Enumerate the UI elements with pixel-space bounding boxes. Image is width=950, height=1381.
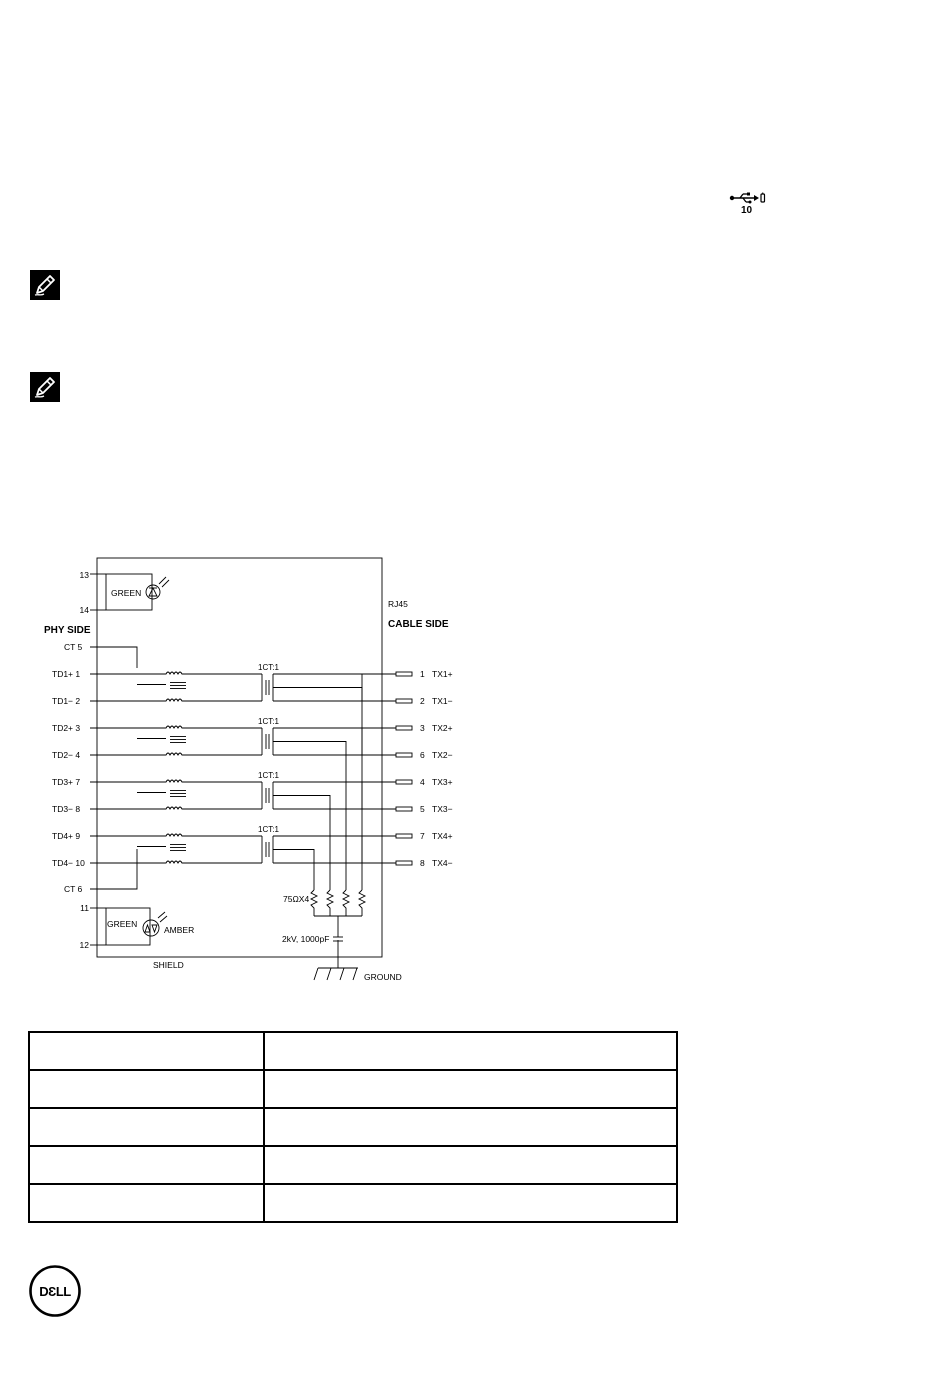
cable-pin-label: TX1− [432,696,453,706]
table-cell [264,1184,677,1222]
table-row [29,1032,677,1070]
cable-pin-number: 1 [420,669,425,679]
rj45-schematic-diagram [40,550,510,990]
led-bottom-label-right: AMBER [164,925,195,935]
transformer-ratio: 1CT:1 [258,717,279,726]
pencil-note-icon [30,270,60,300]
transformer-ratio: 1CT:1 [258,825,279,834]
table-cell [264,1070,677,1108]
cable-pin-number: 4 [420,777,425,787]
cable-pin-label: TX4− [432,858,453,868]
cable-pin-label: TX4+ [432,831,453,841]
cable-pin-label: TX3+ [432,777,453,787]
cable-pin-number: 8 [420,858,425,868]
transformer-ratio: 1CT:1 [258,663,279,672]
pencil-note-icon [30,372,60,402]
table-row [29,1146,677,1184]
led-bottom-label-left: GREEN [107,919,138,929]
cable-pin-label: TX3− [432,804,453,814]
phy-pin-label: TD4− 10 [52,858,85,868]
led-bottom-pin-a: 11 [80,903,89,913]
cable-pin-number: 6 [420,750,425,760]
table-cell [264,1146,677,1184]
shield-label: SHIELD [153,960,184,970]
table-cell [29,1070,264,1108]
capacitor-label: 2kV, 1000pF [282,934,330,944]
phy-pin-label: TD1+ 1 [52,669,81,679]
transformer-ratio: 1CT:1 [258,771,279,780]
resistor-label: 75ΩX4 [283,894,310,904]
ct-bottom-label: CT 6 [64,884,83,894]
cable-pin-number: 2 [420,696,425,706]
phy-pin-label: TD3− 8 [52,804,81,814]
table-cell [29,1108,264,1146]
dell-logo [28,1264,82,1318]
cable-pin-number: 7 [420,831,425,841]
rj45-label: RJ45 [388,599,408,609]
phy-pin-label: TD2+ 3 [52,723,81,733]
led-top-pin-a: 13 [79,570,89,580]
phy-pin-label: TD3+ 7 [52,777,81,787]
led-top-pin-b: 14 [79,605,89,615]
table-cell [29,1032,264,1070]
ct-top-label: CT 5 [64,642,83,652]
cable-pin-label: TX2− [432,750,453,760]
phy-pin-label: TD1− 2 [52,696,81,706]
cable-pin-label: TX2+ [432,723,453,733]
phy-side-label: PHY SIDE [44,625,91,636]
table-row [29,1070,677,1108]
phy-pin-label: TD4+ 9 [52,831,81,841]
specification-table [28,1031,678,1223]
table-cell [29,1146,264,1184]
usb-speed-number: 10 [741,205,753,216]
table-row [29,1108,677,1146]
ground-label: GROUND [364,972,402,982]
led-top-label: GREEN [111,588,142,598]
cable-pin-number: 5 [420,804,425,814]
table-row [29,1184,677,1222]
table-cell [264,1108,677,1146]
table-cell [29,1184,264,1222]
cable-pin-label: TX1+ [432,669,453,679]
phy-pin-label: TD2− 4 [52,750,81,760]
cable-pin-number: 3 [420,723,425,733]
svg-text:DƐLL: DƐLL [39,1284,71,1299]
led-bottom-pin-b: 12 [79,940,89,950]
cable-side-label: CABLE SIDE [388,619,449,630]
table-cell [264,1032,677,1070]
